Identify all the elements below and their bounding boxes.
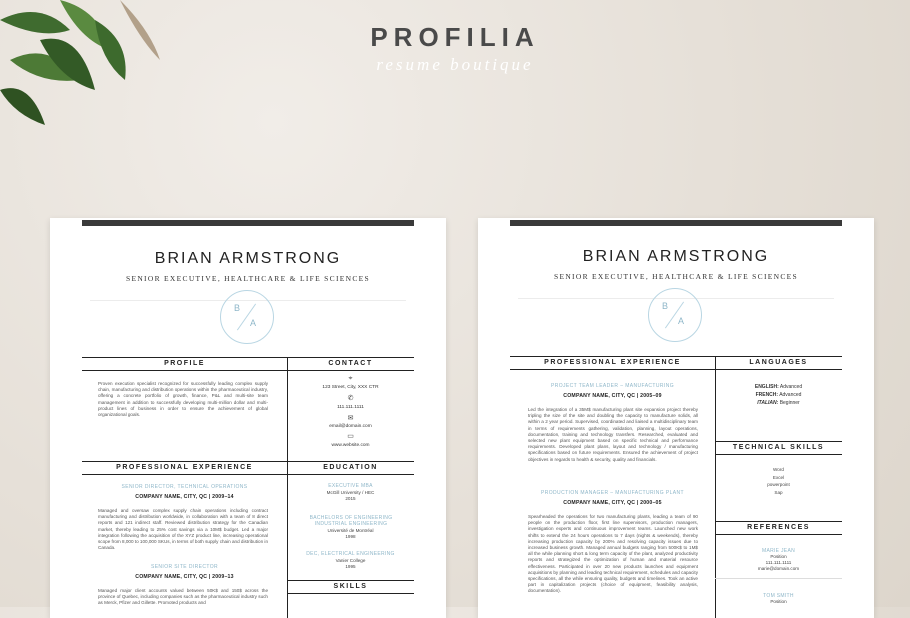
section-references: REFERENCES bbox=[715, 521, 842, 535]
company-name: COMPANY NAME, CITY, QC bbox=[135, 574, 208, 580]
reference-email: marie@domain.com bbox=[757, 566, 800, 571]
job-years: 2000–05 bbox=[640, 500, 662, 506]
monogram-second: A bbox=[250, 318, 257, 328]
top-bar bbox=[510, 220, 842, 226]
reference-phone: 111.111.1111 bbox=[765, 560, 792, 565]
monogram bbox=[220, 290, 274, 344]
resume-name: BRIAN ARMSTRONG bbox=[154, 250, 342, 267]
company-name: COMPANY NAME, CITY, QC bbox=[135, 494, 208, 500]
section-contact: CONTACT bbox=[287, 357, 414, 371]
job-description: Led the integration of a 35M$ manufacturing plant site expansion project thereby tripling the size of the site and doubling the capacity to manufacture solids, all within a 2 year period. Supervised, coordinated and liaised a multidisciplinary team in terms of requirements gathering, validation, planning, layout operations, documentation, training and technology transfers. Researched, evaluated and selected new plant equipment based on specific technical and performance requirements. Developed plant plans, layout and technology / manufacturing specifications based on future requirements. Ensured the achievement of project objectives in regards to health & security, quality and financials. bbox=[528, 407, 698, 462]
reference-role: Position bbox=[770, 554, 787, 559]
reference-name: TOM SMITH bbox=[763, 593, 794, 599]
contact-address: 123 Street, City, XXX CTR bbox=[322, 385, 379, 390]
section-experience: PROFESSIONAL EXPERIENCE bbox=[82, 461, 287, 475]
contact-email: email@domain.com bbox=[329, 424, 372, 429]
resume-title: SENIOR EXECUTIVE, HEALTHCARE & LIFE SCIENCES bbox=[553, 272, 798, 281]
edu-degree: BACHELORS OF ENGINEERING INDUSTRIAL ENGINEERING bbox=[309, 515, 393, 527]
location-icon: ⌖ bbox=[348, 375, 353, 382]
job-years: 2009–14 bbox=[212, 494, 234, 500]
language-item: ENGLISH: Advanced bbox=[754, 384, 803, 390]
resume-page-right bbox=[478, 218, 874, 618]
brand-name: PROFILIA bbox=[370, 22, 540, 52]
job-company: COMPANY NAME, CITY, QC | 2000–05 bbox=[563, 500, 662, 506]
profile-text: Proven execution specialist recognized for successfully leading complex supply chain, manufacturing and distribution operations within the pharmaceutical industry, offering a concrete portfolio of growth, finance, P&L and multi-site team management in addition to successfully developing multi-million dollar and multi-product lines of business in order to ensure the achievement of global organizational goals. bbox=[98, 381, 268, 418]
section-technical-skills: TECHNICAL SKILLS bbox=[715, 441, 842, 455]
edu-degree: DEC, ELECTRICAL ENGINEERING bbox=[306, 551, 395, 557]
section-skills: SKILLS bbox=[287, 580, 414, 594]
phone-icon: ✆ bbox=[347, 395, 354, 402]
language-item: FRENCH: Advanced bbox=[755, 392, 802, 398]
job-description: Spearheaded the operations for two manufacturing plants, leading a team of 90 people on the production floor, first line supervisors, production managers, investigation experts and continuous improvement teams. Launched new work shifts to extend the 24 hours operations to 7 days (nights & weekends), thereby increasing production capacity by 200% and resolving capacity issues due to increased business growth. Managed annual budgets ranging from 500K$ to 1M$ all the while planning short & long term capacity of the plant, analyzed productivity reports and strategized the optimization of human and material resource effectiveness. Participated in over 20 new products launches and equipment acquisitions by planning and leading technical requirement, schedules and capacity specifications, all the while ensuring quality, budgets and timelines. Took an active part in capitalization projects (choice of equipment, feasibility analysis, documentation). bbox=[528, 514, 698, 594]
job-company: COMPANY NAME, CITY, QC | 2009–14 bbox=[135, 494, 234, 500]
section-languages: LANGUAGES bbox=[715, 356, 842, 370]
company-name: COMPANY NAME, CITY, QC bbox=[563, 500, 636, 506]
reference-name: MARIE JEAN bbox=[761, 548, 795, 554]
technical-list bbox=[715, 466, 842, 496]
job-description: Managed and oversaw complex supply chain operations including contract manufacturing and distribution worldwide, in collaboration with a team of 8 direct reports and 121 indirect staff. Reviewed distribution strategy for the Canadian market, thereby leading to 25% cost savings via a 10M$ budget. Led a major integration following the acquisition of the XYZ product line, increasing operational scope from 8,000 to 100,000 SKUs, in terms of both supply chain and distribution in Canada. bbox=[98, 508, 268, 551]
company-name: COMPANY NAME, CITY, QC bbox=[563, 393, 636, 399]
edu-school: Vanier College bbox=[335, 558, 366, 563]
skill-item: powerpoint bbox=[767, 482, 790, 487]
monogram bbox=[648, 288, 702, 342]
reference-role: Position bbox=[770, 599, 787, 604]
language-list bbox=[715, 383, 842, 407]
monogram-first: B bbox=[662, 301, 669, 311]
skill-item: Excel bbox=[772, 474, 785, 480]
language-item: ITALIAN: Beginner bbox=[757, 400, 800, 406]
brand-tagline: resume boutique bbox=[376, 55, 534, 74]
job-company: COMPANY NAME, CITY, QC | 2009–13 bbox=[135, 574, 234, 580]
job-years: 2005–09 bbox=[640, 393, 662, 399]
resume-name: BRIAN ARMSTRONG bbox=[582, 248, 770, 265]
job-title: SENIOR DIRECTOR, TECHNICAL OPERATIONS bbox=[121, 484, 248, 490]
resume-title: SENIOR EXECUTIVE, HEALTHCARE & LIFE SCIENCES bbox=[125, 274, 370, 283]
edu-degree: EXECUTIVE MBA bbox=[328, 483, 373, 489]
edu-year: 2015 bbox=[345, 496, 356, 501]
contact-phone: 111.111.1111 bbox=[337, 405, 364, 410]
contact-website: www.website.com bbox=[331, 443, 370, 448]
skill-item: Sap bbox=[774, 489, 783, 495]
top-bar bbox=[82, 220, 414, 226]
edu-school: Université de Montréal bbox=[327, 528, 374, 533]
mail-icon: ✉ bbox=[347, 415, 354, 422]
section-education: EDUCATION bbox=[287, 461, 414, 475]
job-title: SENIOR SITE DIRECTOR bbox=[150, 564, 219, 570]
edu-school: McGill University / HEC bbox=[326, 490, 375, 495]
job-company: COMPANY NAME, CITY, QC | 2005–09 bbox=[563, 393, 662, 399]
monogram-second: A bbox=[678, 316, 685, 326]
monitor-icon: ▭ bbox=[347, 433, 354, 440]
job-title: PRODUCTION MANAGER – MANUFACTURING PLANT bbox=[541, 490, 684, 496]
job-description: Managed major client accounts valued between 50K$ and 150$ across the province of Quebec, including companies such as the pharmaceutical industry such as Merck, Pfizer and Gillette. Promoted products and bbox=[98, 588, 268, 606]
job-title: PROJECT TEAM LEADER – MANUFACTURING bbox=[551, 383, 674, 389]
brand-header bbox=[0, 22, 910, 75]
section-experience: PROFESSIONAL EXPERIENCE bbox=[510, 356, 715, 370]
section-profile: PROFILE bbox=[82, 357, 287, 371]
monogram-first: B bbox=[234, 303, 241, 313]
job-years: 2009–13 bbox=[212, 574, 234, 580]
edu-year: 1998 bbox=[345, 534, 356, 539]
resume-page-left bbox=[50, 218, 446, 618]
skill-item: Word bbox=[773, 467, 784, 472]
edu-year: 1995 bbox=[345, 564, 356, 569]
reference-divider bbox=[715, 578, 842, 579]
